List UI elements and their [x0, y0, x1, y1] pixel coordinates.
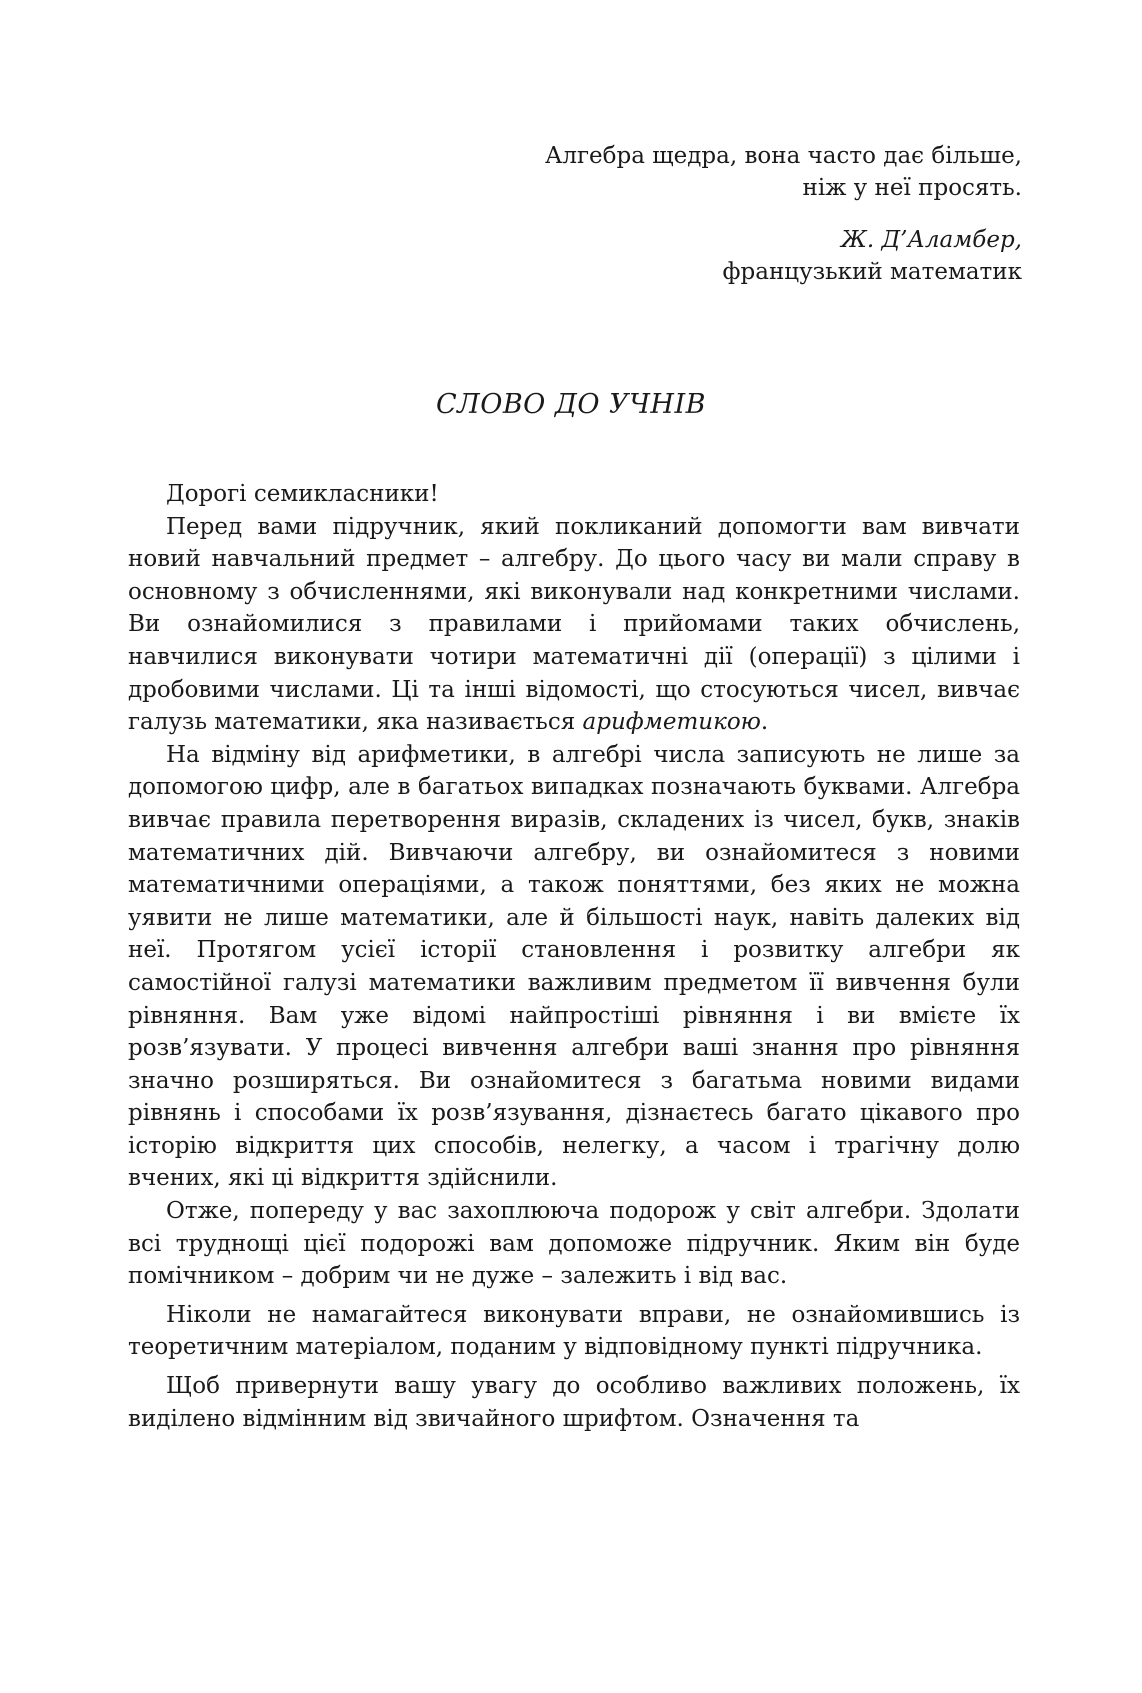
paragraph-1-end: .: [760, 709, 769, 736]
paragraph-3: Отже, попереду у вас захоплююча подорож у світ алгебри. Здолати всі труднощі цієї подорожі вам допоможе підручник. Яким він буде помічником – добрим чи не дуже – залежить і від вас.: [128, 1198, 1020, 1290]
epigraph-quote-line-1: Алгебра щедра, вона часто дає більше,: [544, 143, 1022, 169]
paragraph-1: [128, 511, 1020, 739]
paragraph-4: Ніколи не намагайтеся виконувати вправи, не ознайомившись із теоретичним матеріалом, поданим у відповідному пункті підручника.: [128, 1301, 1020, 1361]
paragraph-2: На відміну від арифметики, в алгебрі числа записують не лише за допомогою цифр, але в багатьох випадках позначають буквами. Алгебра вивчає правила перетворення виразів, складених із чисел, букв, знаків математичних дій. Вивчаючи алгебру, ви ознайомитеся з новими математичними операціями, а також поняттями, без яких не можна уявити не лише математики, але й більшості наук, навіть далеких від неї. Протягом усієї історії становлення і розвитку алгебри як самостійної галузі математики важливим предметом її вивчення були рівняння. Вам уже відомі найпростіші рівняння і ви вмієте їх розв’язувати. У процесі вивчення алгебри ваші знання про рівняння значно розширяться. Ви ознайомитеся з багатьма новими видами рівнянь і способами їх розв’язування, дізнаєтесь багато цікавого про історію відкриття цих способів, нелегку, а часом і трагічну долю вчених, які ці відкриття здійснили.: [128, 741, 1020, 1192]
paragraph-1-term: арифметикою: [582, 709, 761, 736]
epigraph-author: Ж. Д’Аламбер,: [840, 227, 1022, 253]
epigraph: [422, 140, 1022, 288]
epigraph-author-role: французький математик: [722, 259, 1022, 285]
epigraph-quote-line-2: ніж у неї просять.: [802, 175, 1022, 201]
paragraph-5: Щоб привернути вашу увагу до особливо важливих положень, їх виділено відмінним від звичайного шрифтом. Означення та: [128, 1373, 1020, 1432]
body-text: [128, 478, 1020, 1435]
greeting-paragraph: Дорогі семикласники!: [166, 481, 439, 507]
paragraph-1-text: Перед вами підручник, який покликаний допомогти вам вивчати новий навчальний предмет – алгебру. До цього часу ви мали справу в основному з обчисленнями, які виконували над конкретними числами. Ви ознайомилися з правилами і прийомами таких обчислень, навчилися виконувати чотири математичні дії (операції) з цілими і дробовими числами. Ці та інші відомості, що стосуються чисел, вивчає галузь математики, яка називається: [128, 513, 1020, 736]
page-title: СЛОВО ДО УЧНІВ: [436, 389, 706, 420]
